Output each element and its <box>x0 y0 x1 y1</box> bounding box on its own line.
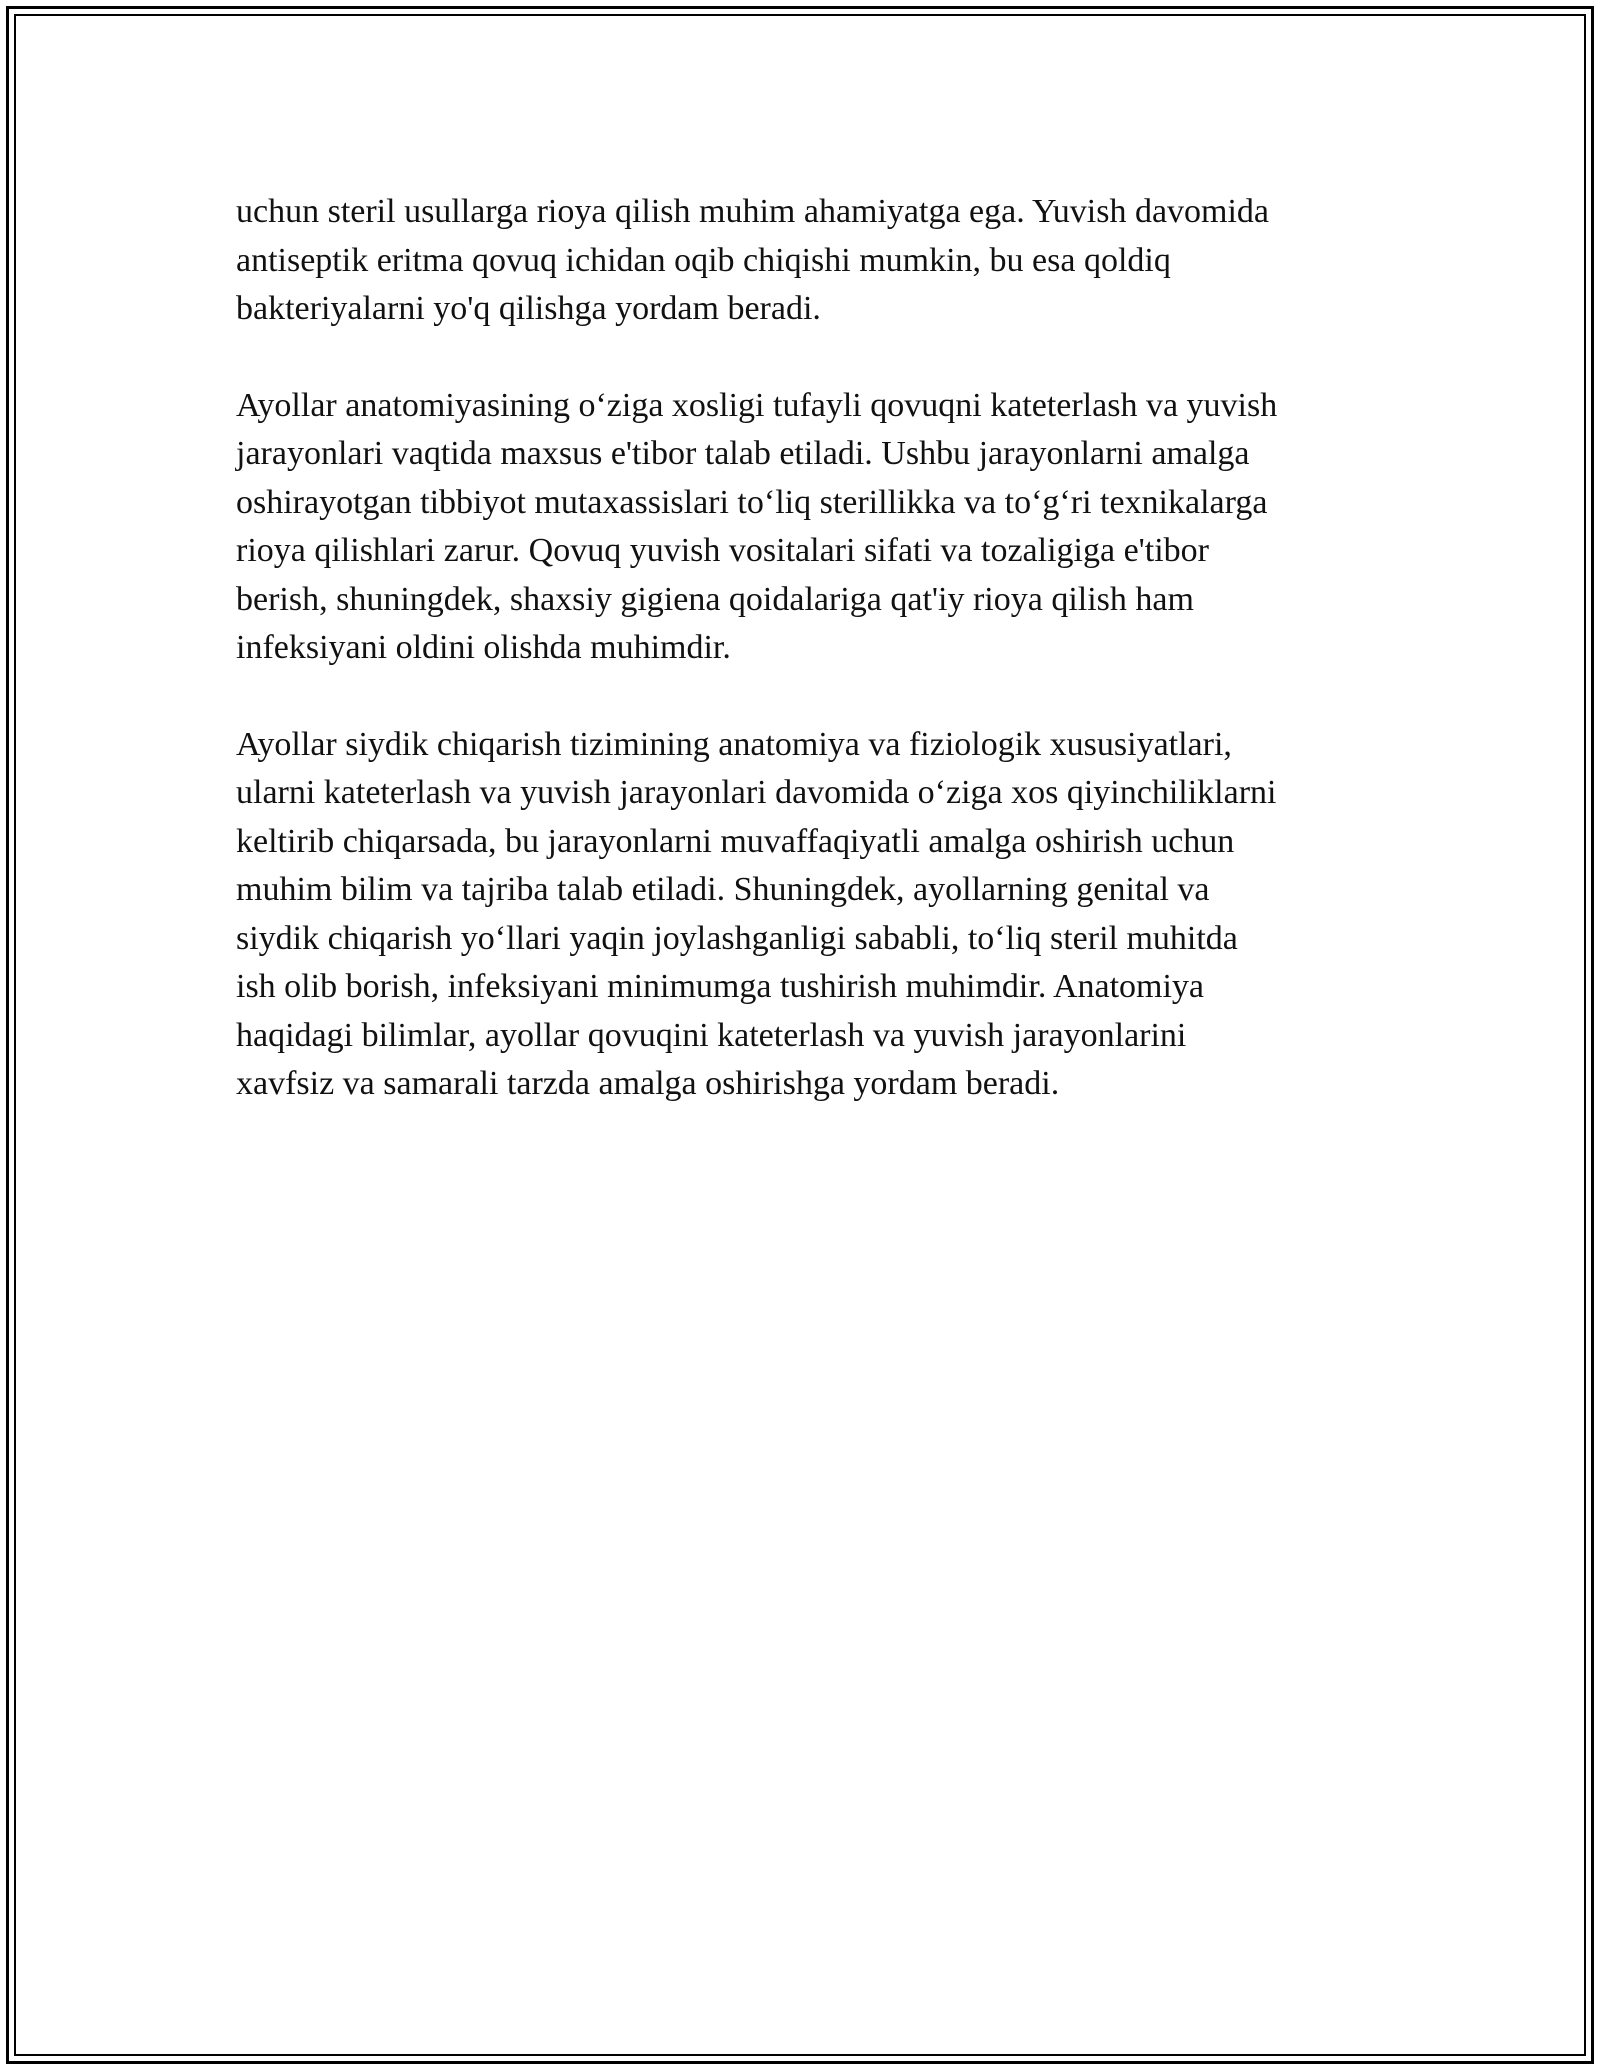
text-line: oshirayotgan tibbiyot mutaxassislari to‘liq sterillikka va to‘g‘ri texnikalarga <box>236 483 1268 521</box>
text-line: Ayollar anatomiyasining o‘ziga xosligi tufayli qovuqni kateterlash va yuvish <box>236 386 1278 424</box>
document-body <box>236 188 1376 1157</box>
text-line: jarayonlari vaqtida maxsus e'tibor talab etiladi. Ushbu jarayonlarni amalga <box>236 435 1250 472</box>
paragraph-1 <box>236 188 1376 334</box>
text-line: keltirib chiqarsada, bu jarayonlarni muvaffaqiyatli amalga oshirish uchun <box>236 822 1235 860</box>
text-line: antiseptik eritma qovuq ichidan oqib chiqishi mumkin, bu esa qoldiq <box>236 241 1171 279</box>
text-line: ularni kateterlash va yuvish jarayonlari davomida o‘ziga xos qiyinchiliklarni <box>236 774 1277 811</box>
paragraph-3 <box>236 721 1376 1109</box>
text-line: muhim bilim va tajriba talab etiladi. Shuningdek, ayollarning genital va <box>236 871 1210 908</box>
text-line: infeksiyani oldini olishda muhimdir. <box>236 629 731 666</box>
text-line: uchun steril usullarga rioya qilish muhim ahamiyatga ega. Yuvish davomida <box>236 193 1270 230</box>
text-line: xavfsiz va samarali tarzda amalga oshirishga yordam beradi. <box>236 1065 1060 1102</box>
text-line: haqidagi bilimlar, ayollar qovuqini kateterlash va yuvish jarayonlarini <box>236 1016 1187 1054</box>
text-line: ish olib borish, infeksiyani minimumga tushirish muhimdir. Anatomiya <box>236 968 1205 1005</box>
paragraph-2 <box>236 382 1376 673</box>
text-line: berish, shuningdek, shaxsiy gigiena qoidalariga qat'iy rioya qilish ham <box>236 580 1194 618</box>
text-line: bakteriyalarni yo'q qilishga yordam beradi. <box>236 290 821 327</box>
text-line: rioya qilishlari zarur. Qovuq yuvish vositalari sifati va tozaligiga e'tibor <box>236 532 1210 569</box>
text-line: Ayollar siydik chiqarish tizimining anatomiya va fiziologik xususiyatlari, <box>236 725 1232 763</box>
text-line: siydik chiqarish yo‘llari yaqin joylashganligi sababli, to‘liq steril muhitda <box>236 919 1238 957</box>
